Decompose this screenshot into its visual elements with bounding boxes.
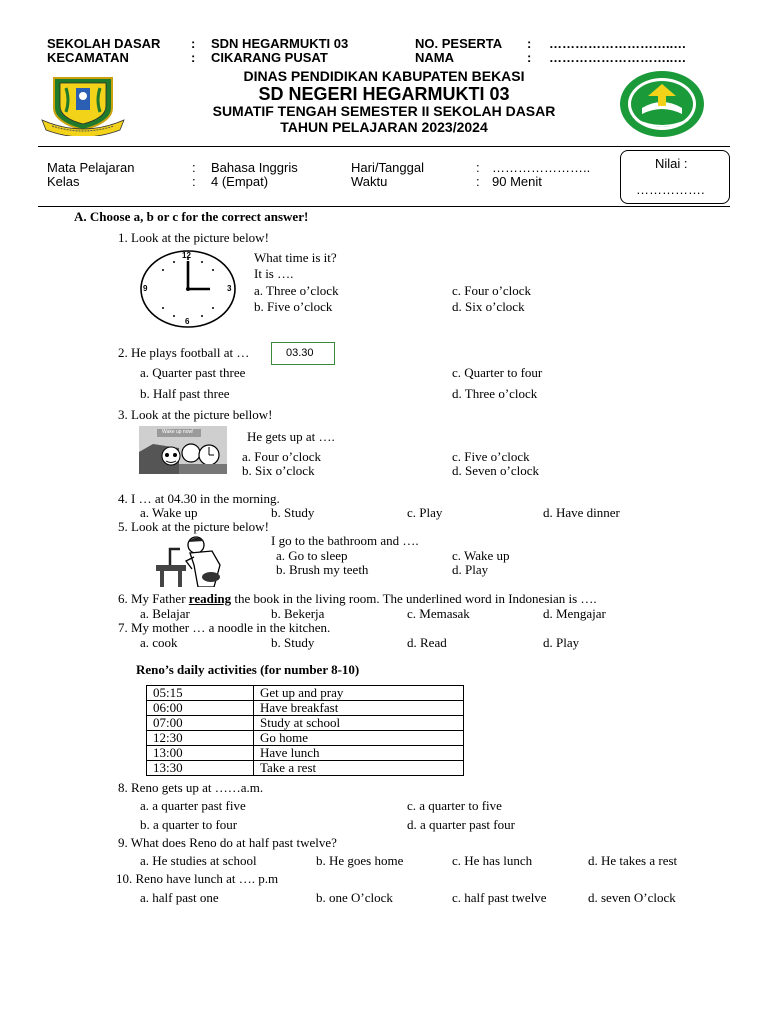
question-7-option-c[interactable]: d. Read (407, 635, 447, 650)
schedule-time: 13:00 (147, 746, 254, 761)
question-7-option-a[interactable]: a. cook (140, 635, 178, 650)
question-6-option-b[interactable]: b. Bekerja (271, 606, 325, 621)
question-5-option-d[interactable]: d. Play (452, 562, 489, 577)
question-8-option-b[interactable]: b. a quarter to four (140, 817, 238, 832)
question-3-prompt: He gets up at …. (247, 429, 335, 444)
schedule-time: 07:00 (147, 716, 254, 731)
question-8-option-d[interactable]: d. a quarter past four (407, 817, 515, 832)
question-9-stem: 9. What does Reno do at half past twelve? (118, 835, 337, 850)
schedule-activity: Have breakfast (254, 701, 464, 716)
question-2-option-d[interactable]: d. Three o’clock (452, 386, 538, 401)
question-3-option-b[interactable]: b. Six o’clock (242, 463, 315, 478)
colon: : (476, 160, 480, 175)
question-5-option-c[interactable]: c. Wake up (452, 548, 510, 563)
question-2-stem: 2. He plays football at … (118, 345, 250, 360)
question-1-option-c[interactable]: c. Four o’clock (452, 283, 532, 298)
schedule-activity: Get up and pray (254, 686, 464, 701)
question-2-option-c[interactable]: c. Quarter to four (452, 365, 543, 380)
question-8-option-a[interactable]: a. a quarter past five (140, 798, 246, 813)
participant-number-label: NO. PESERTA (415, 36, 503, 51)
question-1-option-a[interactable]: a. Three o’clock (254, 283, 339, 298)
question-1-option-b[interactable]: b. Five o’clock (254, 299, 333, 314)
question-7-stem: 7. My mother … a noodle in the kitchen. (118, 620, 331, 635)
score-field[interactable]: ……………. (636, 182, 705, 197)
schedule-activity: Go home (254, 731, 464, 746)
clock-number-6: 6 (185, 317, 190, 326)
table-row (147, 761, 464, 776)
question-9-option-b[interactable]: b. He goes home (316, 853, 404, 868)
school-level-label: SEKOLAH DASAR (47, 36, 161, 51)
question-1-option-d[interactable]: d. Six o’clock (452, 299, 525, 314)
date-field[interactable]: ………………….. (492, 160, 591, 175)
question-6-stem-start: 6. My Father (118, 591, 189, 606)
question-5-stem: 5. Look at the picture below! (118, 519, 269, 534)
schedule-time: 12:30 (147, 731, 254, 746)
question-7-option-d[interactable]: d. Play (543, 635, 580, 650)
question-2-option-a[interactable]: a. Quarter past three (140, 365, 246, 380)
table-row (147, 701, 464, 716)
name-label: NAMA (415, 50, 454, 65)
clock-image (138, 249, 238, 329)
question-6-stem (118, 591, 597, 606)
schedule-activity: Take a rest (254, 761, 464, 776)
duration-value: 90 Menit (492, 174, 542, 189)
question-1-prompt: What time is it? (254, 250, 337, 265)
question-7-option-b[interactable]: b. Study (271, 635, 315, 650)
question-9-option-c[interactable]: c. He has lunch (452, 853, 533, 868)
date-label: Hari/Tanggal (351, 160, 424, 175)
colon: : (191, 50, 196, 65)
question-10-option-b[interactable]: b. one O’clock (316, 890, 393, 905)
colon: : (191, 36, 196, 51)
colon: : (192, 160, 196, 175)
clock-number-3: 3 (227, 284, 232, 293)
question-5-prompt: I go to the bathroom and …. (271, 533, 419, 548)
question-5-option-a[interactable]: a. Go to sleep (276, 548, 348, 563)
table-row (147, 731, 464, 746)
wake-up-picture (139, 426, 227, 474)
clock-number-12: 12 (182, 251, 191, 260)
question-3-option-c[interactable]: c. Five o’clock (452, 449, 530, 464)
schedule-time: 13:30 (147, 761, 254, 776)
schedule-activity: Study at school (254, 716, 464, 731)
academic-year: TAHUN PELAJARAN 2023/2024 (280, 119, 488, 135)
class-label: Kelas (47, 174, 80, 189)
schedule-title: Reno’s daily activities (for number 8-10) (136, 662, 360, 677)
question-1-stem: 1. Look at the picture below! (118, 230, 269, 245)
question-2-option-b[interactable]: b. Half past three (140, 386, 230, 401)
colon: : (527, 50, 532, 65)
info-divider (38, 206, 730, 207)
schedule-time: 06:00 (147, 701, 254, 716)
question-10-option-a[interactable]: a. half past one (140, 890, 219, 905)
colon: : (527, 36, 532, 51)
section-a-instruction: A. Choose a, b or c for the correct answer! (74, 209, 309, 224)
question-3-stem: 3. Look at the picture bellow! (118, 407, 273, 422)
question-8-option-c[interactable]: c. a quarter to five (407, 798, 502, 813)
question-9-option-a[interactable]: a. He studies at school (140, 853, 257, 868)
question-4-option-d[interactable]: d. Have dinner (543, 505, 620, 520)
question-10-stem: 10. Reno have lunch at …. p.m (116, 871, 279, 886)
question-4-option-a[interactable]: a. Wake up (140, 505, 198, 520)
question-6-option-c[interactable]: c. Memasak (407, 606, 470, 621)
question-6-stem-end: the book in the living room. The underlined word in Indonesian is …. (231, 591, 597, 606)
school-name-value: SDN HEGARMUKTI 03 (211, 36, 349, 51)
question-4-option-c[interactable]: c. Play (407, 505, 443, 520)
colon: : (476, 174, 480, 189)
question-1-prompt-2: It is …. (254, 266, 294, 281)
district-value: CIKARANG PUSAT (211, 50, 328, 65)
brushing-teeth-picture (156, 535, 236, 587)
question-9-option-d[interactable]: d. He takes a rest (588, 853, 678, 868)
question-4-option-b[interactable]: b. Study (271, 505, 315, 520)
duration-label: Waktu (351, 174, 388, 189)
underlined-word: reading (188, 591, 232, 606)
question-5-option-b[interactable]: b. Brush my teeth (276, 562, 369, 577)
header-divider (38, 146, 730, 147)
question-8-stem: 8. Reno gets up at ……a.m. (118, 780, 264, 795)
question-6-option-a[interactable]: a. Belajar (140, 606, 190, 621)
question-10-option-d[interactable]: d. seven O’clock (588, 890, 676, 905)
score-label: Nilai : (655, 156, 688, 171)
schedule-time: 05:15 (147, 686, 254, 701)
exam-title: SUMATIF TENGAH SEMESTER II SEKOLAH DASAR (212, 103, 556, 119)
question-6-option-d[interactable]: d. Mengajar (543, 606, 606, 621)
class-value: 4 (Empat) (211, 174, 269, 189)
subject-value: Bahasa Inggris (211, 160, 298, 175)
district-label: KECAMATAN (47, 50, 129, 65)
table-row (147, 686, 464, 701)
question-3-option-d[interactable]: d. Seven o’clock (452, 463, 540, 478)
participant-number-field[interactable]: ………………………..… (549, 36, 687, 51)
question-3-option-a[interactable]: a. Four o’clock (242, 449, 322, 464)
schedule-table (146, 685, 464, 776)
question-10-option-c[interactable]: c. half past twelve (452, 890, 547, 905)
picture-caption: Wake up now! (162, 429, 194, 435)
school-title: SD NEGERI HEGARMUKTI 03 (258, 84, 510, 104)
subject-label: Mata Pelajaran (47, 160, 135, 175)
schedule-activity: Have lunch (254, 746, 464, 761)
name-field[interactable]: ………………………..… (549, 50, 687, 65)
table-row (147, 716, 464, 731)
table-row (147, 746, 464, 761)
time-box: 03.30 (271, 342, 335, 365)
agency-title: DINAS PENDIDIKAN KABUPATEN BEKASI (243, 68, 525, 84)
question-4-stem: 4. I … at 04.30 in the morning. (118, 491, 280, 506)
colon: : (192, 174, 196, 189)
clock-number-9: 9 (143, 284, 148, 293)
